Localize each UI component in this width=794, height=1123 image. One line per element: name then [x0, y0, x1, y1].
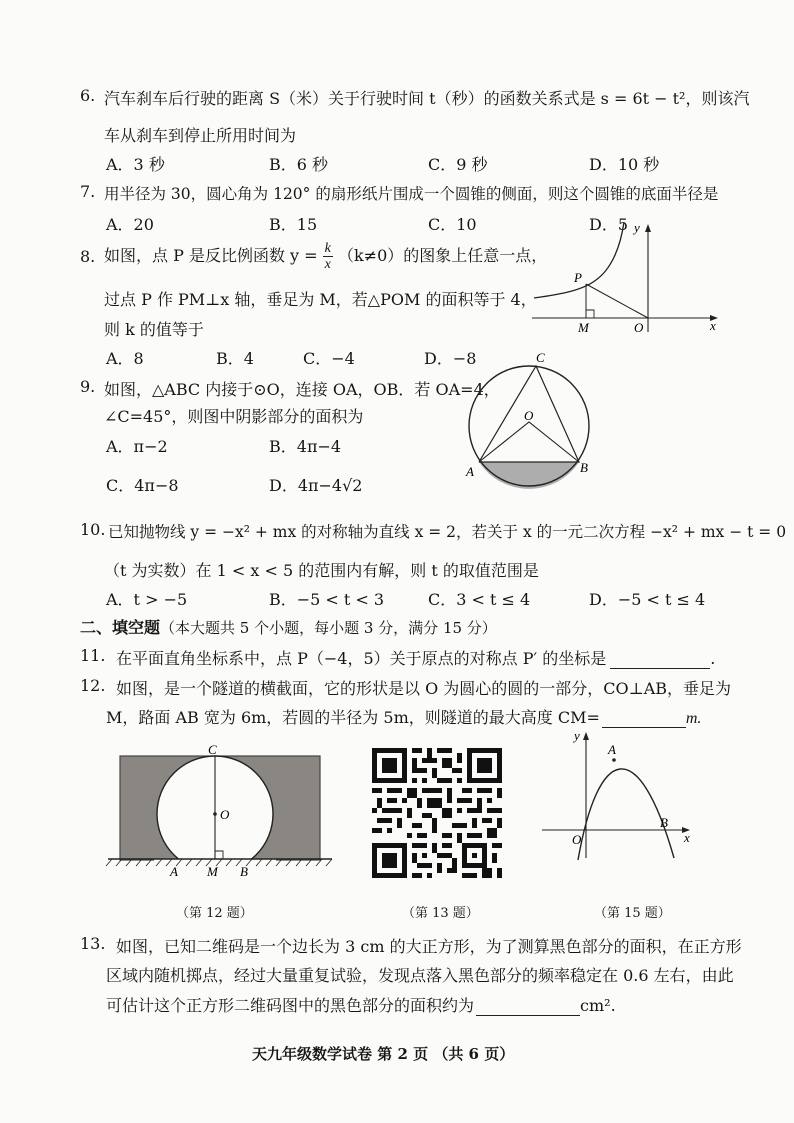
q13-tail: cm².: [580, 996, 616, 1015]
q13-line3-text: 可估计这个正方形二维码图中的黑色部分的面积约为: [106, 996, 475, 1015]
q7-option-a: A．20: [106, 215, 154, 234]
q15-label-b: B: [660, 815, 668, 830]
q10-number: 10.: [80, 520, 106, 539]
q12-label-c: C: [208, 742, 217, 757]
q11-number: 11.: [80, 646, 106, 665]
q10-option-c: C．3 < t ≤ 4: [428, 590, 531, 609]
q10-option-a: A．t > −5: [106, 590, 188, 609]
q12-label-o: O: [220, 807, 230, 822]
q8-fraction: [323, 241, 333, 272]
q9-label-c: C: [536, 350, 545, 365]
q13-line3: [106, 993, 616, 1016]
q13-number: 13.: [80, 934, 106, 953]
q13-finder-bottom-left: [372, 843, 407, 878]
q8-frac-den: x: [324, 257, 331, 272]
q9-label-a: A: [466, 464, 474, 479]
q8-y-arrow: [645, 224, 651, 232]
page-footer: 天九年级数学试卷 第 2 页 （共 6 页）: [252, 1045, 515, 1063]
q6-line1: 汽车刹车后行驶的距离 S（米）关于行驶时间 t（秒）的函数关系式是 s = 6t − t²，则该汽: [104, 89, 750, 108]
q11-line: [116, 646, 715, 669]
q8-number: 8.: [80, 247, 96, 266]
q6-option-a: A．3 秒: [106, 155, 165, 174]
q15-vertex-dot: [612, 758, 616, 762]
q9-option-c: C．4π−8: [106, 476, 179, 495]
caption-q15: （第 15 题）: [594, 906, 671, 921]
q7-option-d: D．5: [589, 215, 629, 234]
q9-figure: [464, 346, 620, 496]
q13-finder-top-left: [372, 748, 407, 783]
q15-label-y: y: [574, 728, 580, 743]
q12-unit: m.: [685, 710, 702, 727]
q10-line1: 已知抛物线 y = −x² + mx 的对称轴为直线 x = 2，若关于 x 的一元二次方程 −x² + mx − t = 0: [108, 523, 787, 541]
q12-label-m: M: [207, 864, 218, 879]
q7-text: 用半径为 30，圆心角为 120° 的扇形纸片围成一个圆锥的侧面，则这个圆锥的底面半径是: [104, 185, 719, 203]
q8-line3: 则 k 的值等于: [104, 320, 204, 339]
q7-number: 7.: [80, 182, 96, 201]
q8-line1: [104, 238, 547, 274]
q12-line2: [106, 705, 701, 728]
q12-line1: 如图，是一个隧道的横截面，它的形状是以 O 为圆心的圆的一部分，CO⊥AB，垂足为: [116, 679, 732, 698]
q7-option-c: C．10: [428, 215, 477, 234]
q8-label-o: O: [634, 320, 644, 335]
q12-line2-a: M，路面 AB 宽为 6m，若圆的半径为 5m，则隧道的最大高度 CM=: [106, 708, 600, 727]
section2-note: （本大题共 5 个小题，每小题 3 分，满分 15 分）: [160, 619, 497, 637]
q11-tail: .: [710, 649, 716, 668]
q12-number: 12.: [80, 676, 106, 695]
q8-label-p: P: [574, 270, 582, 285]
q9-option-d: D．4π−4√2: [269, 476, 363, 495]
section2-title: 二、填空题: [80, 618, 161, 637]
q9-label-b: B: [580, 460, 588, 475]
q11-text: 在平面直角坐标系中，点 P（−4，5）关于原点的对称点 P′ 的坐标是: [116, 649, 607, 668]
q9-option-a: A．π−2: [106, 437, 168, 456]
q8-segment-po: [586, 284, 648, 318]
q13-finder-top-right: [467, 748, 502, 783]
section2-heading: [80, 615, 497, 638]
q15-label-o: O: [572, 832, 582, 847]
q11-answer-blank[interactable]: [610, 652, 710, 669]
q12-label-a: A: [170, 864, 178, 879]
q9-line2: ∠C=45°，则图中阴影部分的面积为: [104, 407, 364, 426]
q12-center-dot: [213, 812, 217, 816]
q8-label-y: y: [634, 220, 640, 235]
caption-q13: （第 13 题）: [402, 906, 479, 921]
q8-label-x: x: [710, 318, 716, 333]
q13-answer-blank[interactable]: [476, 999, 580, 1016]
q8-line2: 过点 P 作 PM⊥x 轴，垂足为 M，若△POM 的面积等于 4，: [104, 290, 537, 309]
q10-option-b: B．−5 < t < 3: [269, 590, 385, 609]
q8-line1-b: （k≠0）的图象上任意一点，: [337, 246, 548, 265]
q8-option-d: D．−8: [424, 349, 477, 368]
q13-line1: 如图，已知二维码是一个边长为 3 cm 的大正方形，为了测算黑色部分的面积，在正方形: [116, 937, 742, 956]
q8-line1-a: 如图，点 P 是反比例函数 y =: [104, 246, 318, 265]
q9-label-o: O: [524, 408, 534, 423]
q6-line2: 车从刹车到停止所用时间为: [104, 126, 297, 145]
q13-line2: 区域内随机掷点，经过大量重复试验，发现点落入黑色部分的频率稳定在 0.6 左右，由此: [106, 966, 734, 985]
q9-option-b: B．4π−4: [269, 437, 342, 456]
q10-option-d: D．−5 < t ≤ 4: [589, 590, 706, 609]
q15-label-x: x: [684, 830, 690, 845]
q8-option-b: B．4: [216, 349, 254, 368]
q6-number: 6.: [80, 86, 96, 105]
q8-right-angle: [586, 310, 594, 318]
q15-label-a: A: [608, 742, 616, 757]
q8-option-a: A．8: [106, 349, 144, 368]
q15-y-arrow: [583, 732, 589, 740]
q8-frac-num: k: [324, 241, 331, 256]
q8-label-m: M: [578, 320, 589, 335]
q6-option-d: D．10 秒: [589, 155, 660, 174]
q12-figure: [104, 742, 336, 880]
q12-label-b: B: [240, 864, 248, 879]
q6-option-c: C．9 秒: [428, 155, 488, 174]
caption-q12: （第 12 题）: [176, 906, 253, 921]
q10-line2: （t 为实数）在 1 < x < 5 的范围内有解，则 t 的取值范围是: [104, 561, 539, 580]
q6-option-b: B．6 秒: [269, 155, 329, 174]
q9-line1: 如图，△ABC 内接于⊙O，连接 OA，OB．若 OA=4，: [104, 380, 500, 399]
q15-figure: [538, 726, 698, 862]
q8-option-c: C．−4: [303, 349, 355, 368]
q8-hyperbola: [534, 222, 624, 298]
q8-figure: [528, 218, 728, 336]
q9-number: 9.: [80, 377, 96, 396]
q7-option-b: B．15: [269, 215, 318, 234]
q13-qr-code: [372, 748, 502, 878]
